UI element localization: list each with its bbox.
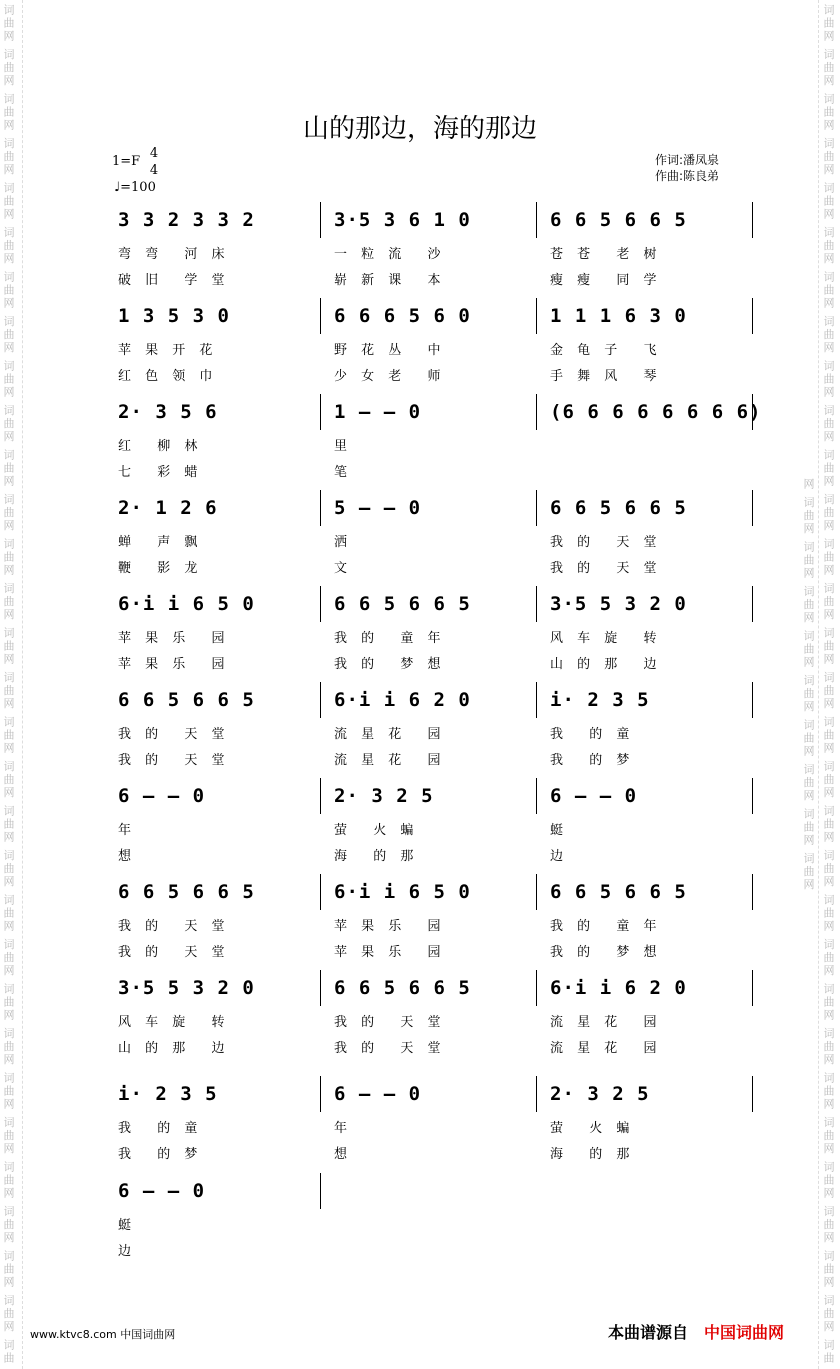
- lyric-line: 里: [334, 439, 350, 454]
- barline: [320, 970, 321, 1006]
- lyric-line: 苍 苍 老 树: [550, 247, 659, 262]
- lyric-line: 红 色 领 巾: [118, 369, 215, 384]
- notes: 2· 3 2 5: [334, 785, 434, 807]
- lyric-line: 我 的 童: [118, 1121, 200, 1136]
- measure: [114, 1079, 314, 1162]
- notes: 5 — — 0: [334, 497, 422, 519]
- margin-guide-left: [22, 0, 23, 1369]
- lyric-line: 我 的 童 年: [334, 631, 443, 646]
- lyric-line: 苹 果 乐 园: [334, 945, 443, 960]
- measure: [546, 493, 746, 576]
- footer-site: www.ktvc8.com 中国词曲网: [30, 1328, 176, 1341]
- barline: [536, 394, 537, 430]
- lyric-line: 洒: [334, 535, 350, 550]
- measure: [546, 973, 746, 1056]
- measure: [546, 685, 746, 768]
- barline: [320, 298, 321, 334]
- measure: [546, 1079, 746, 1162]
- notes: 1 1 1 6 3 0: [550, 305, 687, 327]
- lyric-line: 我 的 童: [550, 727, 632, 742]
- barline: [536, 778, 537, 814]
- lyric-line: 笔: [334, 465, 350, 480]
- notes: 3·5 3 6 1 0: [334, 209, 471, 231]
- notes: 6·i i 6 5 0: [334, 881, 471, 903]
- lyric-line: 弯 弯 河 床: [118, 247, 227, 262]
- barline: [752, 1076, 753, 1112]
- lyric-line: 苹 果 乐 园: [118, 657, 227, 672]
- lyric-line: 一 粒 流 沙: [334, 247, 443, 262]
- lyric-line: 山 的 那 边: [550, 657, 659, 672]
- lyric-line: 蜓: [550, 823, 566, 838]
- lyric-line: 野 花 丛 中: [334, 343, 443, 358]
- lyric-line: 我 的 童 年: [550, 919, 659, 934]
- lyric-line: 文: [334, 561, 350, 576]
- notes: 3·5 5 3 2 0: [550, 593, 687, 615]
- barline: [536, 298, 537, 334]
- composer: 作曲:陈良弟: [655, 169, 720, 183]
- barline: [320, 202, 321, 238]
- lyric-line: 我 的 天 堂: [118, 753, 227, 768]
- lyric-line: 苹 果 乐 园: [334, 919, 443, 934]
- lyric-line: 破 旧 学 堂: [118, 273, 227, 288]
- measure: [114, 685, 314, 768]
- barline: [752, 490, 753, 526]
- measure: [330, 493, 530, 576]
- lyric-line: 手 舞 风 琴: [550, 369, 659, 384]
- lyric-line: 我 的 天 堂: [118, 945, 227, 960]
- notes: 6·i i 6 5 0: [118, 593, 255, 615]
- barline: [320, 874, 321, 910]
- measure: [114, 973, 314, 1056]
- barline: [536, 1076, 537, 1112]
- lyric-line: 年: [118, 823, 134, 838]
- lyric-line: 我 的 梦: [118, 1147, 200, 1162]
- measure: [546, 877, 746, 960]
- credits: [655, 152, 719, 184]
- measure: [330, 301, 530, 384]
- barline: [752, 202, 753, 238]
- notes: (6 6 6 6 6 6 6 6): [550, 401, 762, 423]
- notes: 3 3 2 3 3 2: [118, 209, 255, 231]
- lyric-line: 我 的 天 堂: [550, 561, 659, 576]
- lyric-line: 瘦 瘦 同 学: [550, 273, 659, 288]
- measure: [546, 397, 762, 437]
- lyric-line: 苹 果 乐 园: [118, 631, 227, 646]
- notes: 6 6 5 6 6 5: [118, 689, 255, 711]
- lyric-line: 山 的 那 边: [118, 1041, 227, 1056]
- notes: 6 — — 0: [334, 1083, 422, 1105]
- lyric-line: 我 的 天 堂: [550, 535, 659, 550]
- barline: [320, 682, 321, 718]
- notes: 1 3 5 3 0: [118, 305, 230, 327]
- notes: 6 — — 0: [118, 1180, 206, 1202]
- lyric-line: 蝉 声 飘: [118, 535, 200, 550]
- barline: [536, 202, 537, 238]
- measure: [114, 781, 314, 864]
- measure: [114, 589, 314, 672]
- lyric-line: 鞭 影 龙: [118, 561, 200, 576]
- notes: 6 — — 0: [550, 785, 638, 807]
- barline: [752, 682, 753, 718]
- notes: 3·5 5 3 2 0: [118, 977, 255, 999]
- notes: 6·i i 6 2 0: [550, 977, 687, 999]
- barline: [752, 586, 753, 622]
- barline: [752, 298, 753, 334]
- footer-brand: 中国词曲网: [704, 1323, 785, 1342]
- barline: [752, 970, 753, 1006]
- lyric-line: 边: [118, 1244, 134, 1259]
- lyric-line: 流 星 花 园: [334, 727, 443, 742]
- notes: 2· 3 5 6: [118, 401, 218, 423]
- lyric-line: 萤 火 蝙: [550, 1121, 632, 1136]
- barline: [536, 874, 537, 910]
- lyric-line: 流 星 花 园: [550, 1041, 659, 1056]
- measure: [330, 781, 530, 864]
- lyric-line: 我 的 天 堂: [334, 1015, 443, 1030]
- notes: 6 6 5 6 6 5: [550, 881, 687, 903]
- notes: 6·i i 6 2 0: [334, 689, 471, 711]
- lyric-line: 七 彩 蜡: [118, 465, 200, 480]
- lyric-line: 我 的 天 堂: [118, 727, 227, 742]
- time-signature: [146, 145, 162, 179]
- measure: [546, 589, 746, 672]
- lyric-line: 流 星 花 园: [550, 1015, 659, 1030]
- barline: [320, 1173, 321, 1209]
- notes: i· 2 3 5: [118, 1083, 218, 1105]
- lyric-line: 流 星 花 园: [334, 753, 443, 768]
- lyric-line: 风 车 旋 转: [118, 1015, 227, 1030]
- notes: 6 6 6 5 6 0: [334, 305, 471, 327]
- barline: [320, 1076, 321, 1112]
- barline: [536, 586, 537, 622]
- barline: [320, 490, 321, 526]
- measure: [330, 397, 530, 480]
- barline: [752, 874, 753, 910]
- notes: 6 — — 0: [118, 785, 206, 807]
- barline: [752, 394, 753, 430]
- footer-source: [608, 1320, 784, 1343]
- notes: 2· 1 2 6: [118, 497, 218, 519]
- lyric-line: 想: [118, 849, 134, 864]
- notes: 6 6 5 6 6 5: [118, 881, 255, 903]
- measure: [114, 301, 314, 384]
- footer-source-label: 本曲谱源自: [608, 1323, 689, 1342]
- lyric-line: 边: [550, 849, 566, 864]
- lyric-line: 我 的 梦: [550, 753, 632, 768]
- barline: [536, 682, 537, 718]
- barline: [320, 394, 321, 430]
- measure: [546, 205, 746, 288]
- key-signature: 1=F: [112, 154, 141, 169]
- notes: 2· 3 2 5: [550, 1083, 650, 1105]
- barline: [752, 778, 753, 814]
- notes: 6 6 5 6 6 5: [550, 497, 687, 519]
- measure: [114, 205, 314, 288]
- measure: [330, 205, 530, 288]
- lyric-line: 我 的 天 堂: [334, 1041, 443, 1056]
- lyric-line: 蜓: [118, 1218, 134, 1233]
- lyric-line: 海 的 那: [550, 1147, 632, 1162]
- lyric-line: 崭 新 课 本: [334, 273, 443, 288]
- meter-top: 4: [149, 146, 159, 161]
- lyric-line: 想: [334, 1147, 350, 1162]
- lyric-line: 金 龟 子 飞: [550, 343, 659, 358]
- measure: [114, 877, 314, 960]
- lyric-line: 我 的 梦 想: [550, 945, 659, 960]
- lyric-line: 萤 火 蝙: [334, 823, 416, 838]
- barline: [536, 970, 537, 1006]
- lyric-line: 我 的 梦 想: [334, 657, 443, 672]
- lyric-line: 少 女 老 师: [334, 369, 443, 384]
- measure: [114, 493, 314, 576]
- notes: 6 6 5 6 6 5: [334, 977, 471, 999]
- notes: 1 — — 0: [334, 401, 422, 423]
- notes: 6 6 5 6 6 5: [550, 209, 687, 231]
- watermark-left: 词曲网 词曲网 词曲网 词曲网 词曲网 词曲网 词曲网 词曲网 词曲网 词曲网 词曲网 词曲网 词曲网 词曲网 词曲网 词曲网 词曲网 词曲网 词曲网 词曲网 词曲网 词曲网 词曲网 词曲网 词曲网 词曲网 词曲网 词曲网 词曲网 词曲网 词曲: [2, 4, 15, 1365]
- song-title: 山的那边，海的那边: [302, 114, 537, 144]
- measure: [330, 1079, 530, 1162]
- tempo-marking: ♩=100: [114, 180, 156, 195]
- watermark-right: 词曲网 词曲网 词曲网 词曲网 词曲网 词曲网 词曲网 词曲网 词曲网 词曲网 词曲网 词曲网 词曲网 词曲网 词曲网 词曲网 词曲网 词曲网 词曲网 词曲网 词曲网 词曲网 词曲网 词曲网 词曲网 词曲网 词曲网 词曲网 词曲网 词曲网 词曲网 词曲网 词曲网 词曲网 词曲网 词曲网 词曲网 词曲网 词曲网 词曲网: [802, 4, 835, 1365]
- measure: [546, 301, 746, 384]
- measure: [330, 877, 530, 960]
- measure: [114, 1176, 314, 1259]
- barline: [320, 778, 321, 814]
- barline: [536, 490, 537, 526]
- lyric-line: 苹 果 开 花: [118, 343, 215, 358]
- meter-bottom: 4: [149, 163, 159, 178]
- lyric-line: 年: [334, 1121, 350, 1136]
- measure: [330, 685, 530, 768]
- margin-guide-right: [818, 0, 819, 1369]
- lyric-line: 我 的 天 堂: [118, 919, 227, 934]
- notes: i· 2 3 5: [550, 689, 650, 711]
- lyricist: 作词:潘凤泉: [655, 153, 720, 167]
- lyric-line: 风 车 旋 转: [550, 631, 659, 646]
- lyric-line: 红 柳 林: [118, 439, 200, 454]
- notes: 6 6 5 6 6 5: [334, 593, 471, 615]
- measure: [330, 973, 530, 1056]
- measure: [114, 397, 314, 480]
- lyric-line: 海 的 那: [334, 849, 416, 864]
- barline: [320, 586, 321, 622]
- measure: [546, 781, 746, 864]
- measure: [330, 589, 530, 672]
